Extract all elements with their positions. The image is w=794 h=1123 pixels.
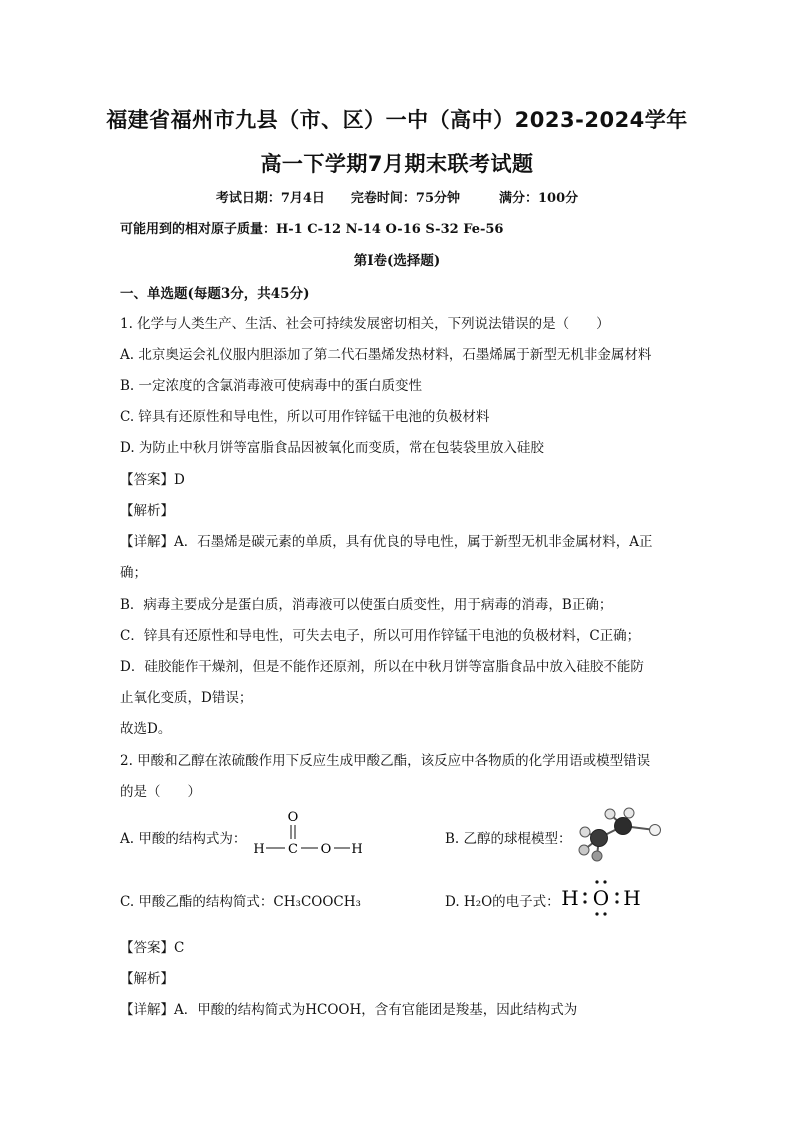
formula-c: C (288, 842, 298, 857)
q1-option-d: D. 为防止中秋月饼等富脂食品因被氧化而变质，常在包装袋里放入硅胶 (120, 440, 544, 456)
c-atom (591, 830, 608, 847)
exam-info: 考试日期：7月4日 完卷时间：75分钟 满分：100分 (215, 191, 579, 206)
part-title: 一、单选题(每题3分，共45分) (120, 286, 310, 302)
hydroxyl-h-atom (650, 825, 661, 836)
h-atom (605, 809, 615, 819)
q1-conclusion: 故选D。 (120, 721, 172, 737)
c-atom (615, 818, 632, 835)
atomic-mass-line: 可能用到的相对原子质量：H-1 C-12 N-14 O-16 S-32 Fe-56 (120, 222, 504, 237)
water-electron-formula (558, 877, 648, 919)
lewis-o: O (592, 886, 610, 910)
q1-answer: 【答案】D (120, 472, 185, 488)
formic-acid-structure (248, 806, 370, 862)
formula-o-mid: O (320, 842, 332, 857)
q1-analysis-heading: 【解析】 (120, 503, 174, 519)
exam-title-line-2: 高一下学期7月期末联考试题 (260, 152, 534, 176)
q2-option-c-label: C. 甲酸乙酯的结构简式：CH₃COOCH₃ (120, 894, 361, 910)
ethanol-ball-stick-model (576, 806, 664, 862)
q2-analysis-heading: 【解析】 (120, 971, 174, 987)
h-atom (592, 851, 602, 861)
formula-h-left: H (253, 842, 265, 857)
lewis-h-left: H (561, 886, 579, 910)
q2-option-d-label: D. H₂O的电子式： (445, 894, 560, 910)
q2-option-a-label: A. 甲酸的结构式为： (120, 831, 247, 847)
h-atom (580, 827, 590, 837)
formula-o-top: O (287, 810, 299, 825)
q1-detail-d: D．硅胶能作干燥剂，但是不能作还原剂，所以在中秋月饼等富脂食品中放入硅胶不能防 (120, 659, 644, 675)
q1-detail-d-cont: 止氧化变质，D错误； (120, 690, 253, 706)
q1-detail-b: B．病毒主要成分是蛋白质，消毒液可以使蛋白质变性，用于病毒的消毒，B正确； (120, 597, 613, 613)
q2-stem-line-2: 的是（ ） (120, 784, 201, 800)
q2-stem-line-1: 2. 甲酸和乙醇在浓硫酸作用下反应生成甲酸乙酯，该反应中各物质的化学用语或模型错误 (120, 753, 651, 769)
h-atom (579, 845, 589, 855)
q1-option-c: C. 锌具有还原性和导电性，所以可用作锌锰干电池的负极材料 (120, 409, 490, 425)
formula-h-right: H (351, 842, 363, 857)
q1-detail-c: C．锌具有还原性和导电性，可失去电子，所以可用作锌锰干电池的负极材料，C正确； (120, 628, 641, 644)
q2-option-b-label: B. 乙醇的球棍模型： (445, 831, 572, 847)
q1-detail-a-cont: 确； (120, 565, 147, 581)
h-atom (624, 808, 634, 818)
q2-answer: 【答案】C (120, 940, 185, 956)
volume-title: 第Ⅰ卷(选择题) (353, 253, 441, 269)
q2-detail-a: 【详解】A．甲酸的结构简式为HCOOH，含有官能团是羧基，因此结构式为 (120, 1002, 578, 1018)
q1-option-a: A. 北京奥运会礼仪服内胆添加了第二代石墨烯发热材料，石墨烯属于新型无机非金属材料 (120, 347, 652, 363)
exam-title-line-1: 福建省福州市九县（市、区）一中（高中）2023-2024学年 (106, 108, 688, 132)
lewis-h-right: H (623, 886, 641, 910)
q1-detail-a: 【详解】A．石墨烯是碳元素的单质，具有优良的导电性，属于新型无机非金属材料，A正 (120, 534, 653, 550)
q1-stem: 1. 化学与人类生产、生活、社会可持续发展密切相关，下列说法错误的是（ ） (120, 316, 610, 332)
q1-option-b: B. 一定浓度的含氯消毒液可使病毒中的蛋白质变性 (120, 378, 423, 394)
